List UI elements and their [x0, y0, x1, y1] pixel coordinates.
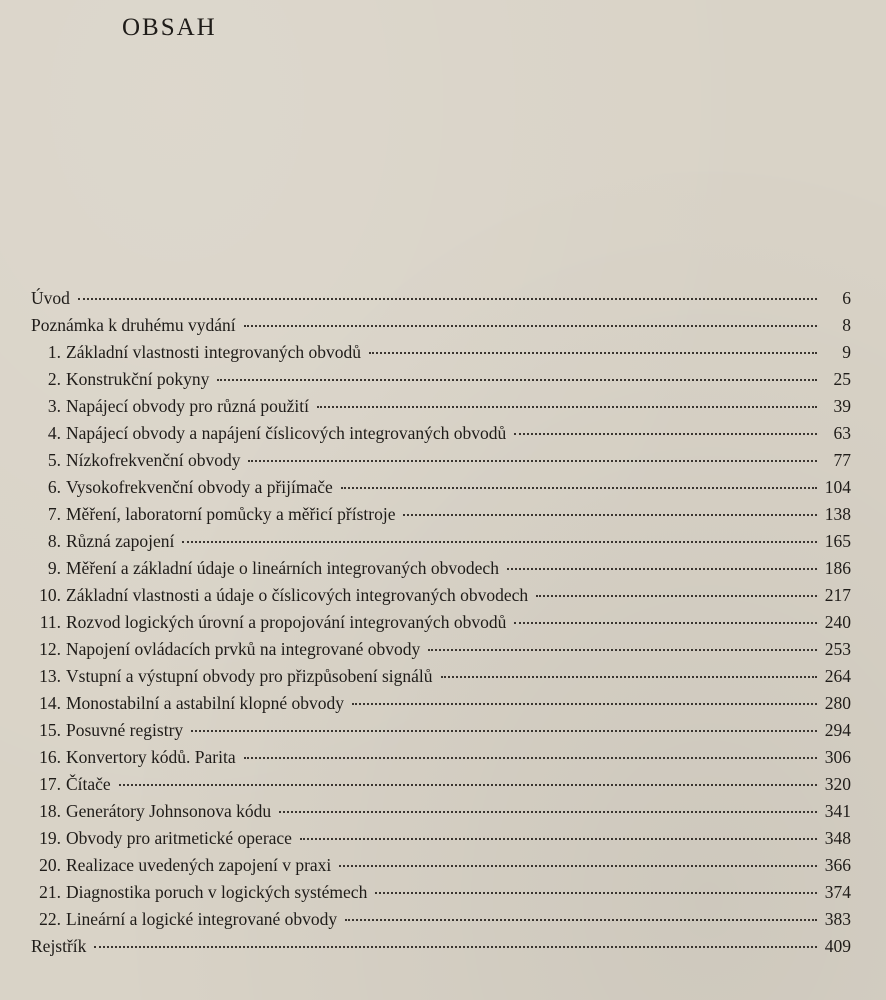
toc-entry — [31, 825, 851, 852]
toc-entry — [31, 474, 851, 501]
toc-entry — [31, 501, 851, 528]
chapter-title: Rejstřík — [31, 936, 87, 956]
page-number: 366 — [824, 855, 851, 875]
chapter-title: Konvertory kódů. Parita — [66, 747, 236, 767]
page-number: 374 — [824, 882, 851, 902]
toc-entry — [31, 528, 851, 555]
page-number: 6 — [842, 288, 851, 308]
page-number: 240 — [824, 612, 851, 632]
chapter-number: 16. — [39, 747, 61, 767]
chapter-title: Diagnostika poruch v logických systémech — [66, 882, 368, 902]
chapter-title: Realizace uvedených zapojení v praxi — [66, 855, 332, 875]
dot-leader — [375, 891, 816, 894]
toc-entry — [31, 690, 851, 717]
dot-leader — [244, 324, 817, 327]
chapter-title: Vysokofrekvenční obvody a přijímače — [66, 477, 333, 497]
page-number: 217 — [824, 585, 851, 605]
toc-entry — [31, 609, 851, 636]
dot-leader — [507, 567, 817, 570]
page-number: 63 — [833, 423, 851, 443]
chapter-title: Různá zapojení — [66, 531, 175, 551]
chapter-number: 1. — [47, 342, 61, 362]
chapter-title: Úvod — [31, 288, 70, 308]
chapter-number: 9. — [47, 558, 61, 578]
toc-entry — [31, 339, 851, 366]
chapter-number: 19. — [39, 828, 61, 848]
chapter-title: Lineární a logické integrované obvody — [66, 909, 338, 929]
chapter-title: Napájecí obvody pro různá použití — [66, 396, 309, 416]
page-number: 25 — [833, 369, 851, 389]
chapter-number: 13. — [39, 666, 61, 686]
toc-entry — [31, 717, 851, 744]
dot-leader — [248, 459, 817, 462]
chapter-title: Konstrukční pokyny — [66, 369, 210, 389]
toc-entry — [31, 582, 851, 609]
chapter-number: 2. — [47, 369, 61, 389]
dot-leader — [191, 729, 817, 732]
dot-leader — [428, 648, 816, 651]
page-number: 320 — [824, 774, 851, 794]
page-number: 409 — [824, 936, 851, 956]
chapter-number: 14. — [39, 693, 61, 713]
toc-entry — [31, 663, 851, 690]
page-number: 280 — [824, 693, 851, 713]
page-number: 165 — [824, 531, 851, 551]
dot-leader — [182, 540, 816, 543]
toc-entry — [31, 771, 851, 798]
page-number: 348 — [824, 828, 851, 848]
chapter-title: Měření, laboratorní pomůcky a měřicí přístroje — [66, 504, 396, 524]
toc-entry — [31, 312, 851, 339]
page-number: 383 — [824, 909, 851, 929]
toc-entry — [31, 852, 851, 879]
page-number: 341 — [824, 801, 851, 821]
page-number: 9 — [842, 342, 851, 362]
chapter-title: Poznámka k druhému vydání — [31, 315, 236, 335]
page-number: 253 — [824, 639, 851, 659]
dot-leader — [369, 351, 817, 354]
dot-leader — [403, 513, 816, 516]
toc-entry — [31, 393, 851, 420]
page-number: 186 — [824, 558, 851, 578]
dot-leader — [341, 486, 817, 489]
dot-leader — [94, 945, 816, 948]
dot-leader — [244, 756, 817, 759]
chapter-number: 18. — [39, 801, 61, 821]
chapter-number: 11. — [39, 612, 61, 632]
chapter-number: 4. — [47, 423, 61, 443]
toc-entry — [31, 555, 851, 582]
chapter-title: Napojení ovládacích prvků na integrované obvody — [66, 639, 421, 659]
chapter-title: Obvody pro aritmetické operace — [66, 828, 292, 848]
chapter-title: Základní vlastnosti a údaje o číslicových integrovaných obvodech — [66, 585, 529, 605]
page-number: 264 — [824, 666, 851, 686]
dot-leader — [536, 594, 817, 597]
chapter-number: 10. — [39, 585, 61, 605]
dot-leader — [300, 837, 817, 840]
dot-leader — [279, 810, 817, 813]
chapter-number: 7. — [47, 504, 61, 524]
dot-leader — [352, 702, 817, 705]
toc-entry — [31, 933, 851, 960]
toc-entry — [31, 744, 851, 771]
chapter-number: 8. — [47, 531, 61, 551]
page-number: 39 — [833, 396, 851, 416]
chapter-number: 5. — [47, 450, 61, 470]
toc-entry — [31, 798, 851, 825]
toc-entry — [31, 636, 851, 663]
dot-leader — [514, 432, 817, 435]
chapter-title: Vstupní a výstupní obvody pro přizpůsobení signálů — [66, 666, 433, 686]
toc-entry — [31, 285, 851, 312]
page-number: 77 — [833, 450, 851, 470]
chapter-title: Monostabilní a astabilní klopné obvody — [66, 693, 345, 713]
chapter-number: 20. — [39, 855, 61, 875]
toc-entry — [31, 420, 851, 447]
chapter-title: Rozvod logických úrovní a propojování integrovaných obvodů — [66, 612, 507, 632]
dot-leader — [345, 918, 817, 921]
chapter-number: 21. — [39, 882, 61, 902]
chapter-title: Základní vlastnosti integrovaných obvodů — [66, 342, 362, 362]
dot-leader — [339, 864, 816, 867]
chapter-number: 3. — [47, 396, 61, 416]
chapter-number: 6. — [47, 477, 61, 497]
page-number: 8 — [842, 315, 851, 335]
page-number: 104 — [824, 477, 851, 497]
toc-entry — [31, 366, 851, 393]
dot-leader — [441, 675, 817, 678]
dot-leader — [78, 297, 817, 300]
page-number: 306 — [824, 747, 851, 767]
chapter-title: Nízkofrekvenční obvody — [66, 450, 241, 470]
chapter-title: Napájecí obvody a napájení číslicových integrovaných obvodů — [66, 423, 507, 443]
table-of-contents — [31, 285, 851, 960]
toc-entry — [31, 906, 851, 933]
page-number: 294 — [824, 720, 851, 740]
dot-leader — [119, 783, 817, 786]
page-number: 138 — [824, 504, 851, 524]
chapter-title: Měření a základní údaje o lineárních integrovaných obvodech — [66, 558, 499, 578]
chapter-title: Čítače — [66, 774, 111, 794]
toc-entry — [31, 447, 851, 474]
toc-entry — [31, 879, 851, 906]
dot-leader — [217, 378, 817, 381]
chapter-number: 12. — [39, 639, 61, 659]
dot-leader — [514, 621, 816, 624]
chapter-title: Posuvné registry — [66, 720, 184, 740]
chapter-title: Generátory Johnsonova kódu — [66, 801, 272, 821]
chapter-number: 22. — [39, 909, 61, 929]
page-title: OBSAH — [122, 14, 217, 41]
dot-leader — [317, 405, 817, 408]
chapter-number: 15. — [39, 720, 61, 740]
chapter-number: 17. — [39, 774, 61, 794]
